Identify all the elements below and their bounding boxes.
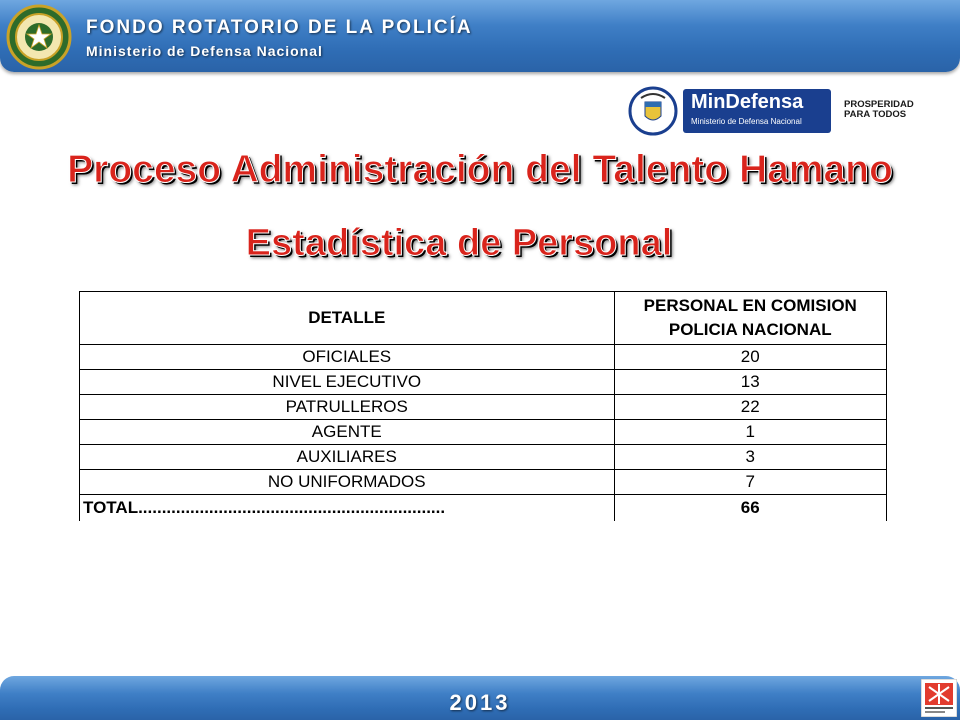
mindefensa-name: MinDefensa [691, 91, 804, 113]
row-value: 1 [614, 420, 887, 445]
personal-header [614, 292, 887, 345]
prosperidad-line1: PROSPERIDAD [844, 99, 914, 110]
row-value: 13 [614, 370, 887, 395]
page-title: Proceso Administración del Talento Hamano [67, 148, 893, 191]
colombia-coat-of-arms-icon [628, 86, 678, 136]
police-seal-icon [6, 4, 72, 70]
personnel-table [79, 291, 887, 521]
mindefensa-logo [683, 89, 831, 133]
row-label: OFICIALES [80, 345, 615, 370]
detalle-header: DETALLE [80, 292, 615, 345]
row-label: NO UNIFORMADOS [80, 470, 615, 495]
table-row [80, 345, 887, 370]
total-label: TOTAL................................................................. [80, 495, 615, 522]
personal-header-line1: PERSONAL EN COMISION [643, 296, 857, 315]
table-row [80, 370, 887, 395]
row-value: 7 [614, 470, 887, 495]
footer-year: 2013 [449, 690, 511, 715]
row-value: 22 [614, 395, 887, 420]
row-label: AUXILIARES [80, 445, 615, 470]
government-logo-icon [921, 679, 957, 717]
table-header-row [80, 292, 887, 345]
personal-header-line2: POLICIA NACIONAL [668, 320, 832, 339]
mindefensa-subtitle: Ministerio de Defensa Nacional [691, 117, 802, 126]
header-subtitle: Ministerio de Defensa Nacional [86, 43, 323, 59]
total-row [80, 495, 887, 522]
row-value: 3 [614, 445, 887, 470]
table-row [80, 395, 887, 420]
row-label: AGENTE [80, 420, 615, 445]
row-label: PATRULLEROS [80, 395, 615, 420]
row-value: 20 [614, 345, 887, 370]
institutional-logos [628, 86, 928, 136]
header-title: FONDO ROTATORIO DE LA POLICÍA [86, 17, 473, 38]
prosperidad-line2: PARA TODOS [844, 109, 907, 120]
table-row [80, 470, 887, 495]
table-row [80, 445, 887, 470]
prosperidad-logo [844, 100, 914, 120]
header-bar [0, 0, 960, 72]
page-subtitle: Estadística de Personal [245, 222, 673, 264]
row-label: NIVEL EJECUTIVO [80, 370, 615, 395]
table-row [80, 420, 887, 445]
total-value: 66 [614, 495, 887, 522]
